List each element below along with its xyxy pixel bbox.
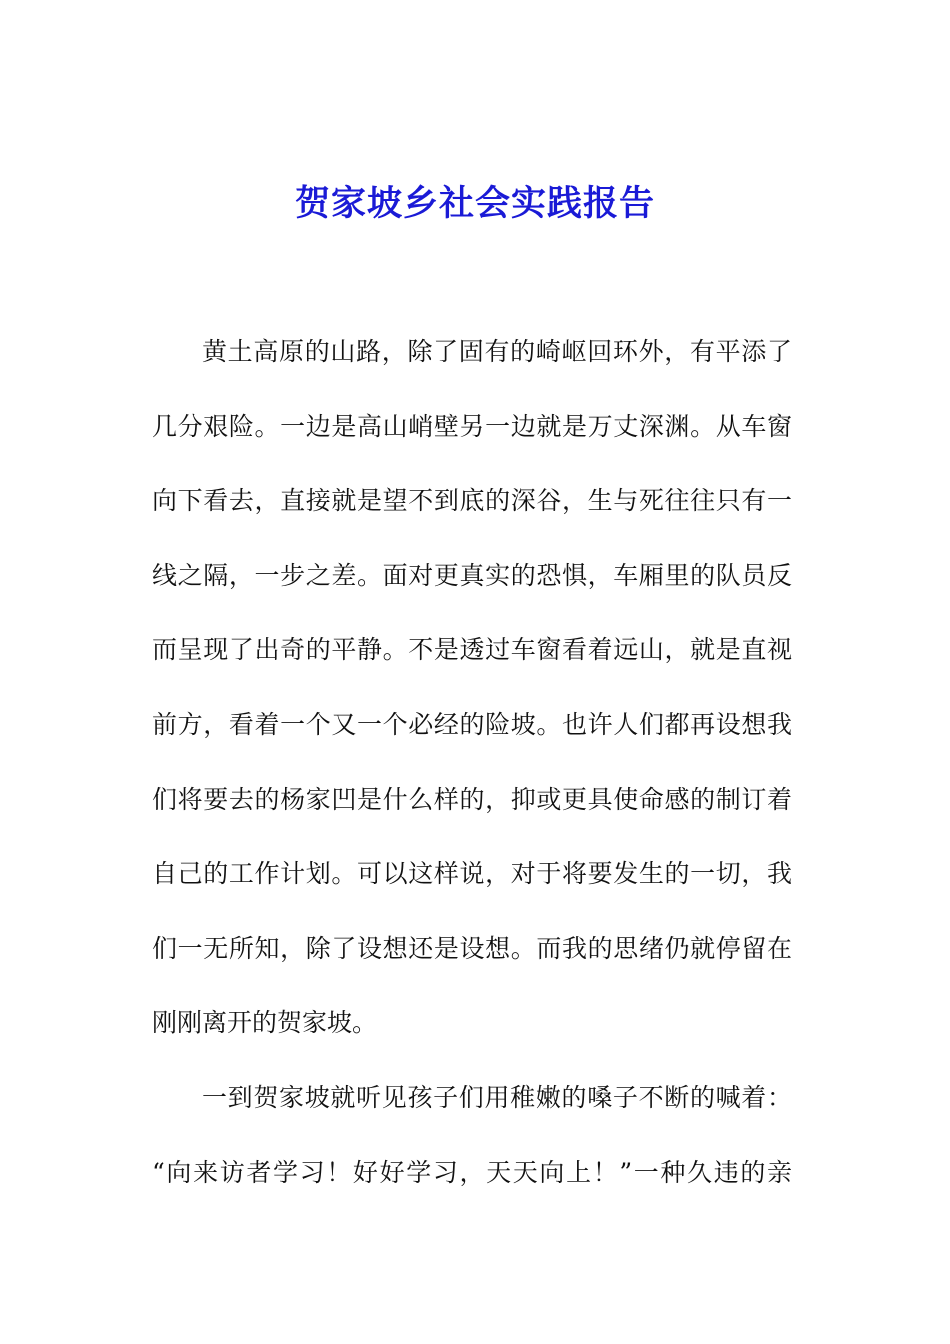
paragraph-1-line-4: 线之隔，一步之差。面对更真实的恐惧，车厢里的队员反 [152, 560, 792, 590]
paragraph-1-line-1: 黄土高原的山路，除了固有的崎岖回环外，有平添了 [202, 337, 792, 366]
paragraph-1-line-6: 前方，看着一个又一个必经的险坡。也许人们都再设想我 [152, 709, 792, 739]
paragraph-2-line-2: “向来访者学习！好好学习，天天向上！”一种久违的亲 [152, 1157, 792, 1187]
document-body [152, 324, 792, 1219]
paragraph-1-line-2: 几分艰险。一边是高山峭壁另一边就是万丈深渊。从车窗 [152, 411, 792, 441]
document-title: 贺家坡乡社会实践报告 [294, 183, 655, 224]
paragraph-2-line-1: 一到贺家坡就听见孩子们用稚嫩的嗓子不断的喊着： [202, 1082, 792, 1112]
paragraph-1-line-5: 而呈现了出奇的平静。不是透过车窗看着远山，就是直视 [152, 635, 792, 665]
paragraph-1-line-10: 刚刚离开的贺家坡。 [152, 1008, 378, 1038]
paragraph-1-line-9: 们一无所知，除了设想还是设想。而我的思绪仍就停留在 [152, 933, 792, 963]
paragraph-1-line-3: 向下看去，直接就是望不到底的深谷，生与死往往只有一 [152, 486, 792, 516]
paragraph-1-line-8: 自己的工作计划。可以这样说，对于将要发生的一切，我 [152, 859, 792, 889]
paragraph-1-line-7: 们将要去的杨家凹是什么样的，抑或更具使命感的制订着 [152, 784, 792, 814]
